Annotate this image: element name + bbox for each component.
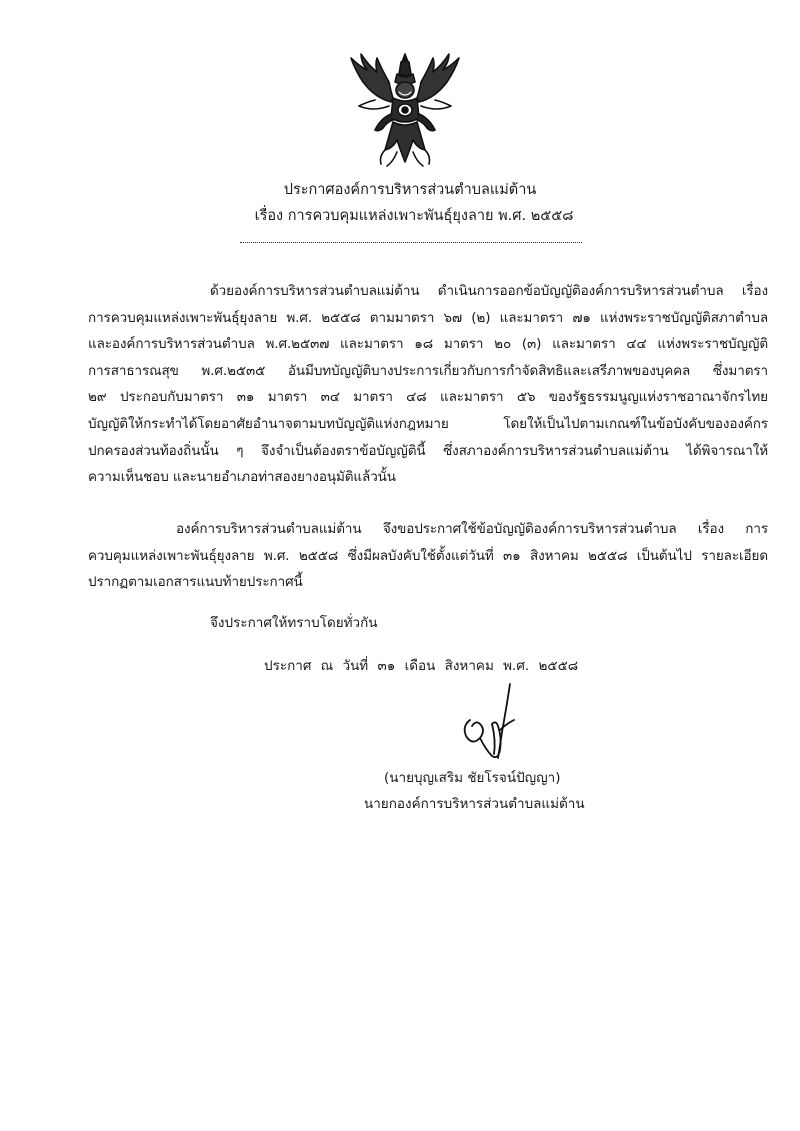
signer-name: (นายบุญเสริม ชัยโรจน์ปัญญา) (384, 770, 561, 786)
paragraph-announcement (88, 516, 768, 596)
announcement-title: ประกาศองค์การบริหารส่วนตำบลแม่ต้าน (283, 182, 537, 198)
paragraph-line: ปรากฏตามเอกสารแนบท้ายประกาศนี้ (88, 574, 303, 591)
announcement-date: ประกาศ ณ วันที่ ๓๑ เดือน สิงหาคม พ.ศ. ๒๕๕๘ (264, 658, 579, 674)
paragraph-line: ความเห็นชอบ และนายอำเภอท่าสองยางอนุมัติแล้วนั้น (88, 469, 396, 486)
dotted-divider (240, 232, 582, 243)
paragraph-line: ปกครองส่วนท้องถิ่นนั้น ๆ จึงจำเป็นต้องตราข้อบัญญัตินี้ ซึ่งสภาองค์การบริหารส่วนตำบลแม่ต้าน ได้พิจารณาให้ (88, 442, 768, 459)
paragraph-line: บัญญัติให้กระทำได้โดยอาศัยอำนาจตามบทบัญญัติแห่งกฎหมาย โดยให้เป็นไปตามเกณฑ์ในข้อบังคับขององค์กร (88, 415, 768, 432)
handwritten-signature-icon (440, 680, 550, 770)
paragraph-line: การสาธารณสุข พ.ศ.๒๕๓๕ อันมีบทบัญญัติบางประการเกี่ยวกับการกำจัดสิทธิและเสรีภาพของบุคคล ซึ่งมาตรา (88, 362, 768, 379)
announcement-subject: เรื่อง การควบคุมแหล่งเพาะพันธุ์ยุงลาย พ.ศ. ๒๕๕๘ (254, 208, 574, 224)
paragraph-intro (88, 278, 768, 491)
paragraph-line: ด้วยองค์การบริหารส่วนตำบลแม่ต้าน ดำเนินการออกข้อบัญญัติองค์การบริหารส่วนตำบล เรื่อง (210, 283, 768, 299)
closing-statement: จึงประกาศให้ทราบโดยทั่วกัน (210, 615, 378, 631)
garuda-emblem-icon (345, 52, 465, 170)
paragraph-line: องค์การบริหารส่วนตำบลแม่ต้าน จึงขอประกาศใช้ข้อบัญญัติองค์การบริหารส่วนตำบล เรื่อง การ (176, 521, 768, 537)
paragraph-line: การควบคุมแหล่งเพาะพันธุ์ยุงลาย พ.ศ. ๒๕๕๘ ตามมาตรา ๖๗ (๒) และมาตรา ๗๑ แห่งพระราชบัญญัติสภาตำบล (88, 309, 768, 326)
signer-position: นายกองค์การบริหารส่วนตำบลแม่ต้าน (364, 796, 585, 812)
paragraph-line: ควบคุมแหล่งเพาะพันธุ์ยุงลาย พ.ศ. ๒๕๕๘ ซึ่งมีผลบังคับใช้ตั้งแต่วันที่ ๓๑ สิงหาคม ๒๕๕๘ เป็นต้นไป รายละเอียด (88, 547, 768, 564)
paragraph-line: ๒๙ ประกอบกับมาตรา ๓๑ มาตรา ๓๔ มาตรา ๔๘ และมาตรา ๕๖ ของรัฐธรรมนูญแห่งราชอาณาจักรไทย (88, 389, 768, 406)
paragraph-line: และองค์การบริหารส่วนตำบล พ.ศ.๒๕๓๗ และมาตรา ๑๘ มาตรา ๒๐ (๓) และมาตรา ๔๔ แห่งพระราชบัญญัติ (88, 336, 768, 353)
